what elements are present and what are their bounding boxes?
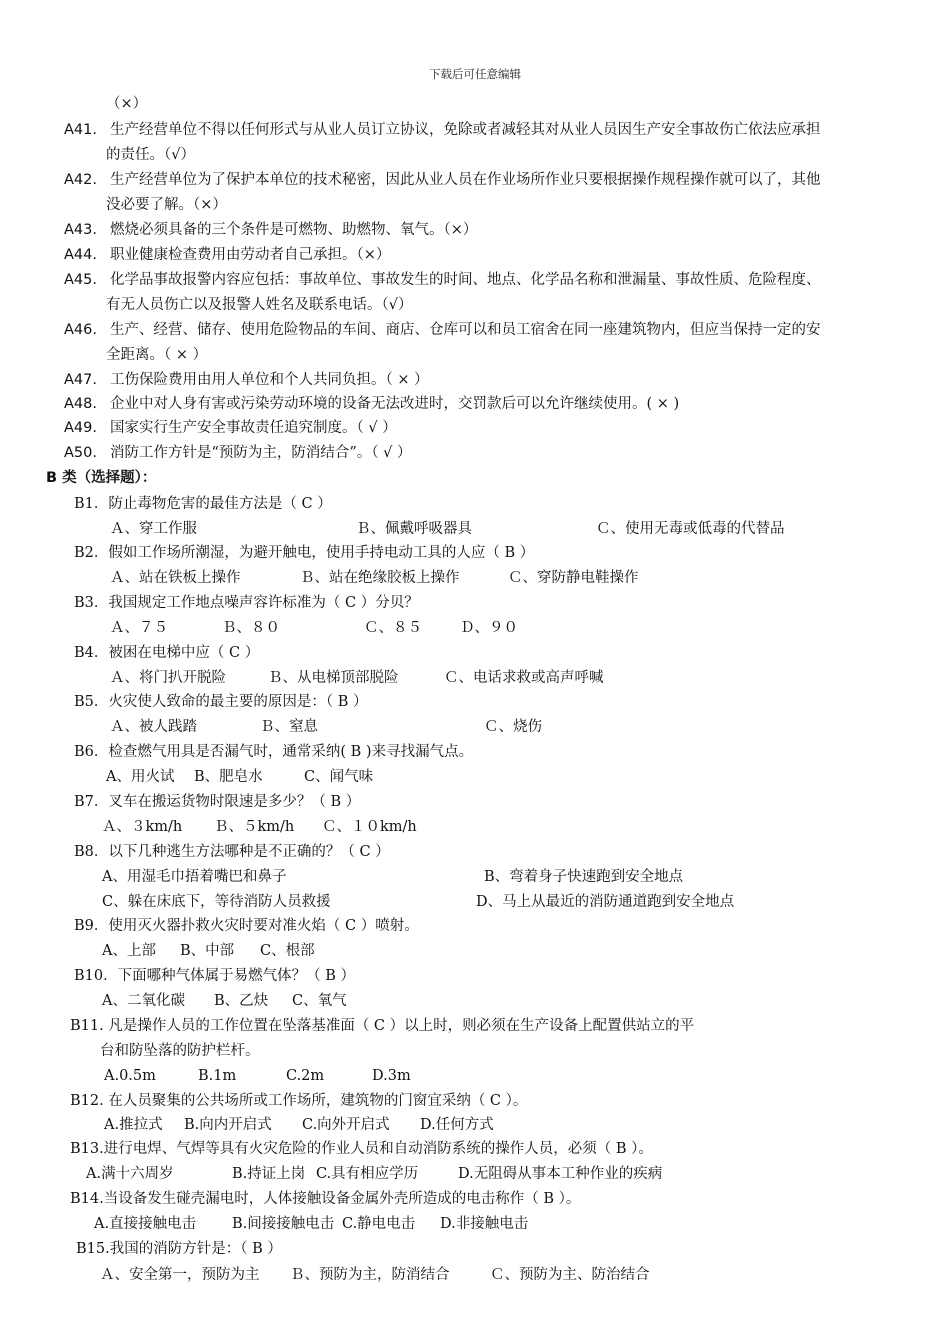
option-b11: C.2m [286,1068,325,1084]
option-b1: Ｃ、使用无毒或低毒的代替品 [596,521,785,537]
item-a-text: 国家实行生产安全事故责任追究制度。（ √ ） [110,420,397,436]
option-b2: Ａ、站在铁板上操作 [110,570,241,586]
item-a-number: A43. [64,222,97,238]
item-a-text: 职业健康检查费用由劳动者自己承担。（×） [110,247,391,263]
option-b13: A.满十六周岁 [86,1166,174,1182]
option-b4: Ｂ、从电梯顶部脱险 [268,670,399,686]
option-b5: Ｃ、烧伤 [484,719,542,735]
option-b8: A、用湿毛巾捂着嘴巴和鼻子 [102,869,287,885]
a40-tail: （×） [106,96,148,112]
option-b13: C.具有相应学历 [316,1166,419,1182]
option-b9: C、根部 [260,943,315,959]
option-b7: Ａ、３km/h [102,819,183,835]
option-b5: Ａ、被人践踏 [110,719,197,735]
item-a-text: 化学品事故报警内容应包括：事故单位、事故发生的时间、地点、化学品名称和泄漏量、事故性质、危险程度、 [110,272,821,288]
item-a-number: A49. [64,420,97,436]
option-b11: D.3m [372,1068,411,1084]
item-a-text: 消防工作方针是“预防为主，防消结合”。（ √ ） [110,445,412,461]
item-a-number: A48. [64,396,97,412]
item-a-number: A41. [64,122,97,138]
option-b7: Ｃ、１０km/h [322,819,417,835]
option-b6: A、用火试 [106,769,175,785]
question-b2: B2．假如工作场所潮湿，为避开触电，使用手持电动工具的人应（ B ） [74,545,535,561]
option-b10: A、二氧化碳 [102,993,185,1009]
item-a-text: 生产、经营、储存、使用危险物品的车间、商店、仓库可以和员工宿舍在同一座建筑物内，但应当保持一定的安 [110,322,821,338]
question-b11: B11. 凡是操作人员的工作位置在坠落基准面（ C ）以上时，则必须在生产设备上配置供站立的平 [70,1018,695,1034]
question-b4: B4．被困在电梯中应（ C ） [74,645,260,661]
item-a-number: A45. [64,272,97,288]
option-b6: C、闻气味 [304,769,374,785]
item-a-text: 生产经营单位为了保护本单位的技术秘密，因此从业人员在作业场所作业只要根据操作规程操作就可以了，其他 [110,172,821,188]
option-b14: D.非接触电击 [440,1216,529,1232]
option-b12: D.任何方式 [420,1117,494,1133]
question-b6: B6．检查燃气用具是否漏气时，通常采纳( B )来寻找漏气点。 [74,744,474,760]
question-b7: B7．叉车在搬运货物时限速是多少？（ B ） [74,794,361,810]
item-a-text-continued: 全距离。（ × ） [106,347,208,363]
option-b12: C.向外开启式 [302,1117,390,1133]
option-b11: A.0.5m [104,1068,156,1084]
option-b9: A、上部 [102,943,156,959]
option-b3: Ｂ、８０ [222,620,280,636]
option-b10: C、氧气 [292,993,347,1009]
option-b8: B、弯着身子快速跑到安全地点 [484,869,684,885]
question-b14: B14.当设备发生碰壳漏电时，人体接触设备金属外壳所造成的电击称作（ B ）。 [70,1191,581,1207]
question-b10: B10．下面哪种气体属于易燃气体？（ B ） [74,968,355,984]
item-a-number: A47. [64,372,97,388]
item-a-text-continued: 的责任。（√） [106,147,195,163]
option-b3: Ｄ、９０ [460,620,518,636]
option-b1: Ｂ、佩戴呼吸器具 [356,521,472,537]
question-b9: B9．使用灭火器扑救火灾时要对准火焰（ C ）喷射。 [74,918,419,934]
option-b2: Ｃ、穿防静电鞋操作 [508,570,639,586]
option-b5: Ｂ、窒息 [260,719,318,735]
item-a-text: 企业中对人身有害或污染劳动环境的设备无法改进时，交罚款后可以允许继续使用。( × ) [110,396,680,412]
item-a-number: A50. [64,445,97,461]
item-a-text: 燃烧必须具备的三个条件是可燃物、助燃物、氧气。（×） [110,222,478,238]
option-b14: B.间接接触电击 [232,1216,335,1232]
option-b13: D.无阻碍从事本工种作业的疾病 [458,1166,663,1182]
option-b15: Ａ、安全第一，预防为主 [100,1267,260,1283]
option-b2: Ｂ、站在绝缘胶板上操作 [300,570,460,586]
option-b1: Ａ、穿工作服 [110,521,197,537]
item-a-number: A44. [64,247,97,263]
option-b15: Ｃ、预防为主、防治结合 [490,1267,650,1283]
item-a-text-continued: 没必要了解。（×） [106,197,227,213]
item-a-number: A42. [64,172,97,188]
option-b3: Ａ、７５ [110,620,168,636]
item-a-text: 生产经营单位不得以任何形式与从业人员订立协议，免除或者减轻其对从业人员因生产安全事故伤亡依法应承担 [110,122,821,138]
item-a-text-continued: 有无人员伤亡以及报警人姓名及联系电话。（√） [106,297,413,313]
question-b5: B5．火灾使人致命的最主要的原因是：（ B ） [74,694,368,710]
option-b6: B、肥皂水 [194,769,263,785]
item-a-number: A46. [64,322,97,338]
page-header: 下载后可任意编辑 [429,67,521,81]
option-b7: Ｂ、５km/h [214,819,295,835]
option-b10: B、乙炔 [214,993,269,1009]
option-b13: B.持证上岗 [232,1166,306,1182]
question-b15: B15.我国的消防方针是：（ B ） [76,1241,282,1257]
question-b8: B8．以下几种逃生方法哪种是不正确的？（ C ） [74,844,390,860]
option-b9: B、中部 [180,943,235,959]
question-b1: B1．防止毒物危害的最佳方法是（ C ） [74,496,332,512]
option-b4: Ｃ、电话求救或高声呼喊 [444,670,604,686]
option-b14: A.直接接触电击 [94,1216,197,1232]
option-b12: B.向内开启式 [184,1117,272,1133]
option-b11: B.1m [198,1068,237,1084]
option-b8: D、马上从最近的消防通道跑到安全地点 [476,894,735,910]
option-b12: A.推拉式 [104,1117,163,1133]
section-b-title: B 类（选择题）： [46,470,157,486]
question-b11-continued: 台和防坠落的防护栏杆。 [100,1043,260,1059]
option-b14: C.静电电击 [342,1216,416,1232]
option-b3: Ｃ、８５ [364,620,422,636]
question-b13: B13.进行电焊、气焊等具有火灾危险的作业人员和自动消防系统的操作人员，必须（ B ）。 [70,1141,653,1157]
option-b4: Ａ、将门扒开脱险 [110,670,226,686]
question-b3: B3．我国规定工作地点噪声容许标准为（ C ）分贝？ [74,595,419,611]
option-b8: C、躲在床底下，等待消防人员救援 [102,894,331,910]
item-a-text: 工伤保险费用由用人单位和个人共同负担。（ × ） [110,372,429,388]
option-b15: Ｂ、预防为主，防消结合 [290,1267,450,1283]
question-b12: B12. 在人员聚集的公共场所或工作场所，建筑物的门窗宜采纳（ C ）。 [70,1093,528,1109]
